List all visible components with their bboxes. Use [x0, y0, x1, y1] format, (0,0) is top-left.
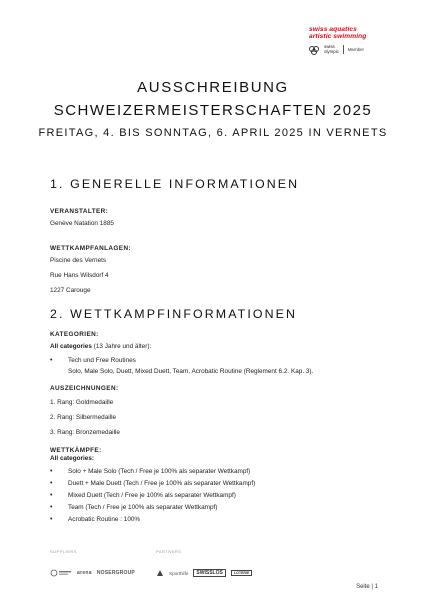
event-item: Team (Tech / Free je 100% als separater Wettkampf)	[68, 504, 218, 511]
list-item	[50, 357, 313, 375]
venue-line: Piscine des Vernets	[50, 257, 107, 264]
bullet-icon: •	[50, 357, 53, 364]
categories-intro-bold: All categories	[50, 343, 92, 350]
event-item: Acrobatic Routine : 100%	[68, 516, 141, 523]
logo-swiss: swiss	[324, 44, 335, 49]
list-item	[50, 492, 236, 499]
partner-logo-swisslos: SWISSLOS	[193, 569, 225, 577]
logo-line2: artistic swimming	[309, 33, 367, 40]
award-item: 2. Rang: Silbermedaille	[50, 414, 117, 421]
section1-heading: 1. GENERELLE INFORMATIONEN	[50, 177, 300, 191]
list-item	[50, 480, 255, 487]
venue-label: WETTKAMPFANLAGEN:	[50, 245, 131, 252]
olympic-rings-icon	[309, 46, 321, 53]
venue-line: Rue Hans Wilsdorf 4	[50, 272, 109, 279]
events-label: WETTKÄMPFE:	[50, 447, 102, 454]
award-item: 3. Rang: Bronzemedaille	[50, 429, 120, 436]
partners-label: PARTNERS	[156, 549, 182, 554]
organizer-label: VERANSTALTER:	[50, 208, 109, 215]
logo-divider	[343, 45, 344, 54]
award-item: 1. Rang: Goldmedaille	[50, 399, 114, 406]
logo-member: Member	[347, 47, 364, 53]
bullet-icon: •	[50, 480, 53, 487]
list-item	[50, 468, 250, 475]
sporthilfe-icon	[156, 569, 164, 577]
section2-heading: 2. WETTKAMPFINFORMATIONEN	[50, 307, 298, 321]
organizer-value: Genève Natation 1885	[50, 220, 114, 227]
event-item: Solo + Male Solo (Tech / Free je 100% als separater Wettkampf)	[68, 468, 251, 475]
list-item	[50, 504, 217, 511]
suppliers-label: SUPPLIERS	[50, 549, 77, 554]
doc-title-line1: AUSSCHREIBUNG	[137, 79, 289, 96]
categories-intro	[50, 343, 151, 350]
supplier-logo-icon	[50, 569, 72, 577]
venue-line: 1227 Carouge	[50, 287, 91, 294]
page-number: Seite | 1	[356, 584, 378, 590]
bullet-icon: •	[50, 516, 53, 523]
categories-bullet-line2: Solo, Male Solo, Duett, Mixed Duett, Team, Acrobatic Routine (Reglement 6.2. Kap. 3).	[68, 368, 314, 375]
awards-label: AUSZEICHNUNGEN:	[50, 385, 119, 392]
doc-title-line2: SCHWEIZERMEISTERSCHAFTEN 2025	[53, 102, 373, 119]
swiss-olympic-member	[309, 45, 404, 54]
supplier-logo-noser: NOSERGROUP	[96, 570, 135, 576]
event-item: Duett + Male Duett (Tech / Free je 100% als separater Wettkampf)	[68, 480, 256, 487]
list-item	[50, 516, 140, 523]
swiss-aquatics-logo	[309, 26, 404, 54]
bullet-icon: •	[50, 468, 53, 475]
event-item: Mixed Duett (Tech / Free je 100% als separater Wettkampf)	[68, 492, 236, 499]
bullet-icon: •	[50, 492, 53, 499]
logo-olympic: olympic	[324, 48, 339, 54]
partner-logos	[156, 569, 257, 577]
categories-bullet-line1: Tech und Free Routines	[68, 357, 136, 364]
supplier-logos	[50, 569, 140, 577]
bullet-icon: •	[50, 504, 53, 511]
doc-title-line3: FREITAG, 4. BIS SONNTAG, 6. APRIL 2025 IN VERNETS	[38, 127, 388, 139]
categories-label: KATEGORIEN:	[50, 331, 99, 338]
partner-logo-loterie: LOTERIE	[231, 570, 253, 576]
supplier-logo-arena: arena	[77, 570, 92, 576]
logo-line1: swiss aquatics	[309, 26, 357, 33]
categories-intro-rest: (13 Jahre und älter):	[91, 343, 152, 350]
events-intro: All categories:	[50, 455, 95, 462]
partner-logo-sporthilfe: Sporthilfe	[169, 570, 189, 576]
